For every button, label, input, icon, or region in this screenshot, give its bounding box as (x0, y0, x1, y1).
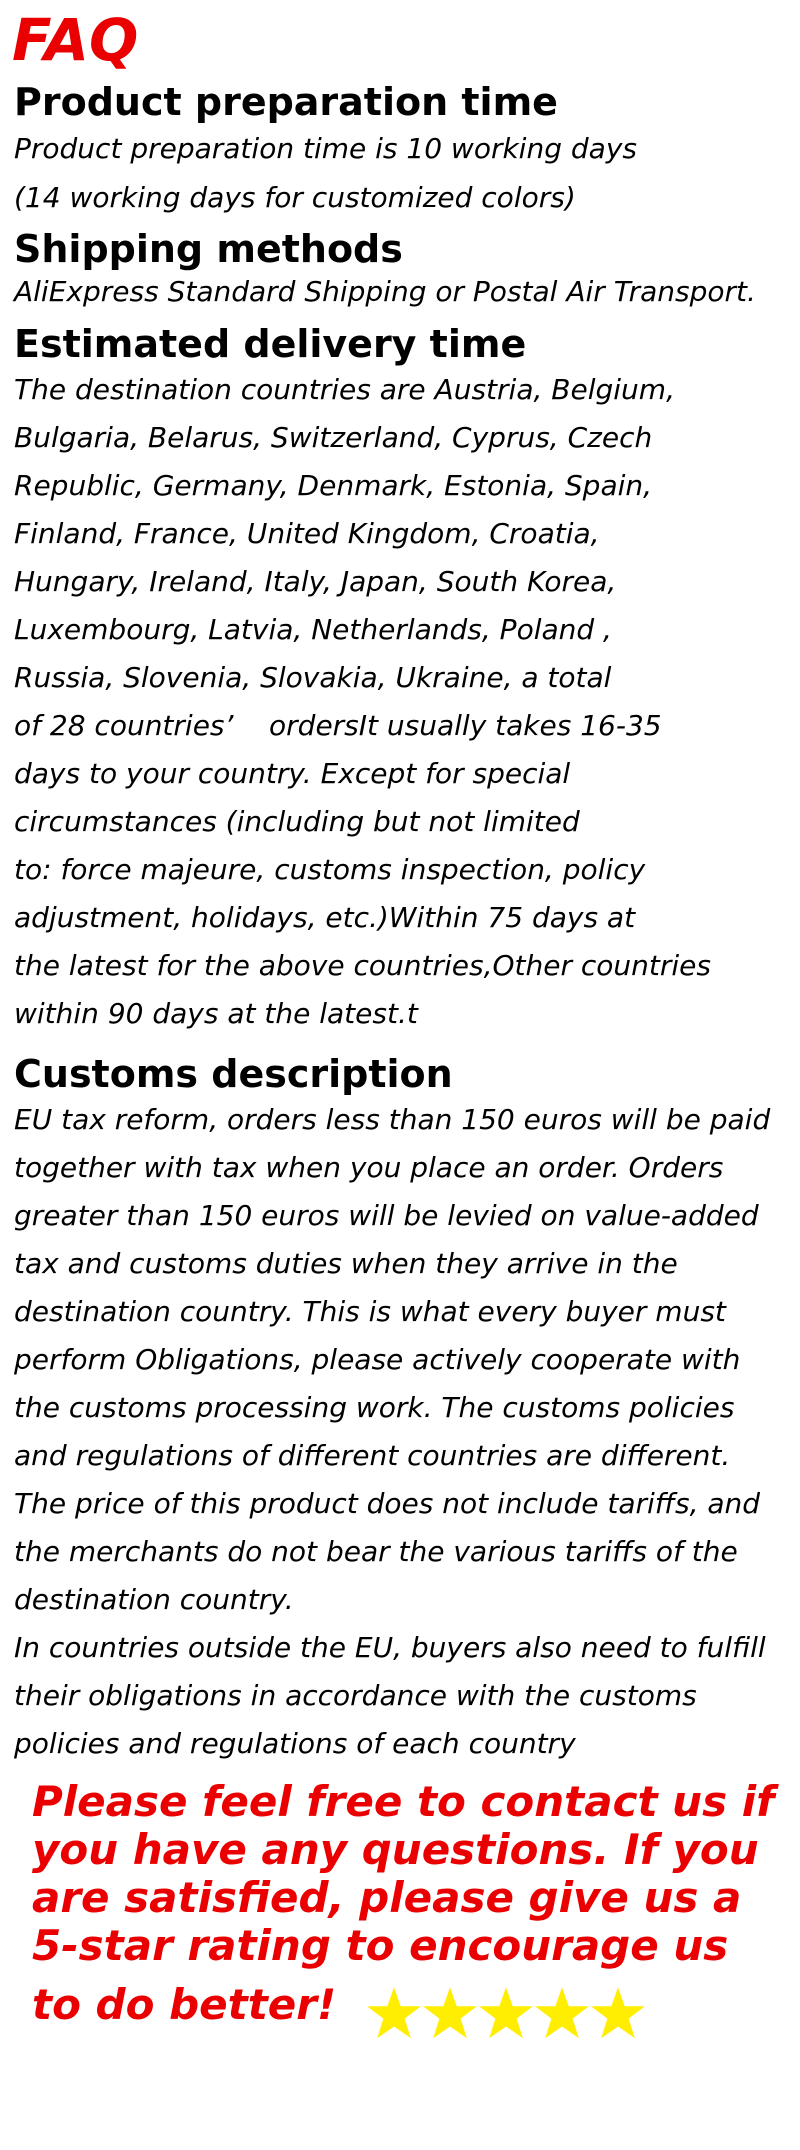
customs-section (14, 1052, 794, 1768)
customs-line: the merchants do not bear the various tariffs of the (14, 1535, 738, 1568)
customs-line: destination country. (14, 1583, 294, 1616)
customs-line: and regulations of different countries are different. (14, 1439, 731, 1472)
customs-line: destination country. This is what every buyer must (14, 1295, 726, 1328)
contact-line: you have any questions. If you (32, 1825, 759, 1874)
delivery-line: Hungary, Ireland, Italy, Japan, South Korea, (14, 565, 617, 598)
delivery-line: Luxembourg, Latvia, Netherlands, Poland , (14, 613, 612, 646)
preparation-line: Product preparation time is 10 working days (14, 132, 637, 165)
star-icon (422, 1986, 478, 2040)
delivery-line: of 28 countries’ ordersIt usually takes 16-35 (14, 709, 662, 742)
faq-title: FAQ (12, 6, 139, 74)
delivery-line: Republic, Germany, Denmark, Estonia, Spain, (14, 469, 653, 502)
delivery-line: circumstances (including but not limited (14, 805, 580, 838)
delivery-line: days to your country. Except for special (14, 757, 571, 790)
customs-line: the customs processing work. The customs policies (14, 1391, 735, 1424)
delivery-line: The destination countries are Austria, Belgium, (14, 373, 675, 406)
delivery-section (14, 322, 794, 1038)
customs-line: tax and customs duties when they arrive in the (14, 1247, 678, 1280)
preparation-line: (14 working days for customized colors) (14, 181, 576, 214)
delivery-line: Finland, France, United Kingdom, Croatia, (14, 517, 600, 550)
shipping-text (14, 271, 794, 313)
delivery-line: Bulgaria, Belarus, Switzerland, Cyprus, Czech (14, 421, 653, 454)
customs-line: The price of this product does not include tariffs, and (14, 1487, 761, 1520)
delivery-line: to: force majeure, customs inspection, policy (14, 853, 646, 886)
delivery-line: the latest for the above countries,Other countries (14, 949, 711, 982)
customs-line: perform Obligations, please actively cooperate with (14, 1343, 741, 1376)
delivery-text (14, 366, 794, 1038)
customs-line: EU tax reform, orders less than 150 euros will be paid (14, 1103, 771, 1136)
customs-line: In countries outside the EU, buyers also need to fulfill (14, 1631, 766, 1664)
contact-line: 5-star rating to encourage us (32, 1921, 729, 1970)
preparation-text (14, 124, 794, 222)
star-icon (590, 1986, 646, 2040)
delivery-heading: Estimated delivery time (14, 322, 527, 366)
contact-line: Please feel free to contact us if (32, 1777, 775, 1826)
star-icon (534, 1986, 590, 2040)
customs-line: their obligations in accordance with the customs (14, 1679, 697, 1712)
customs-line: together with tax when you place an order. Orders (14, 1151, 724, 1184)
preparation-section (14, 80, 794, 222)
customs-text (14, 1096, 794, 1768)
contact-message (32, 1778, 792, 2040)
customs-line: policies and regulations of each country (14, 1727, 576, 1760)
five-star-rating (366, 1986, 646, 2040)
shipping-section (14, 227, 794, 313)
star-icon (366, 1986, 422, 2040)
shipping-line: AliExpress Standard Shipping or Postal Air Transport. (14, 275, 756, 308)
delivery-line: Russia, Slovenia, Slovakia, Ukraine, a total (14, 661, 612, 694)
contact-last-row (32, 1970, 792, 2040)
delivery-line: adjustment, holidays, etc.)Within 75 days at (14, 901, 636, 934)
preparation-heading: Product preparation time (14, 80, 558, 124)
delivery-line: within 90 days at the latest.t (14, 997, 418, 1030)
contact-line: to do better! (32, 1980, 337, 2029)
contact-line: are satisfied, please give us a (32, 1873, 742, 1922)
shipping-heading: Shipping methods (14, 227, 403, 271)
customs-heading: Customs description (14, 1052, 453, 1096)
star-icon (478, 1986, 534, 2040)
customs-line: greater than 150 euros will be levied on value-added (14, 1199, 759, 1232)
